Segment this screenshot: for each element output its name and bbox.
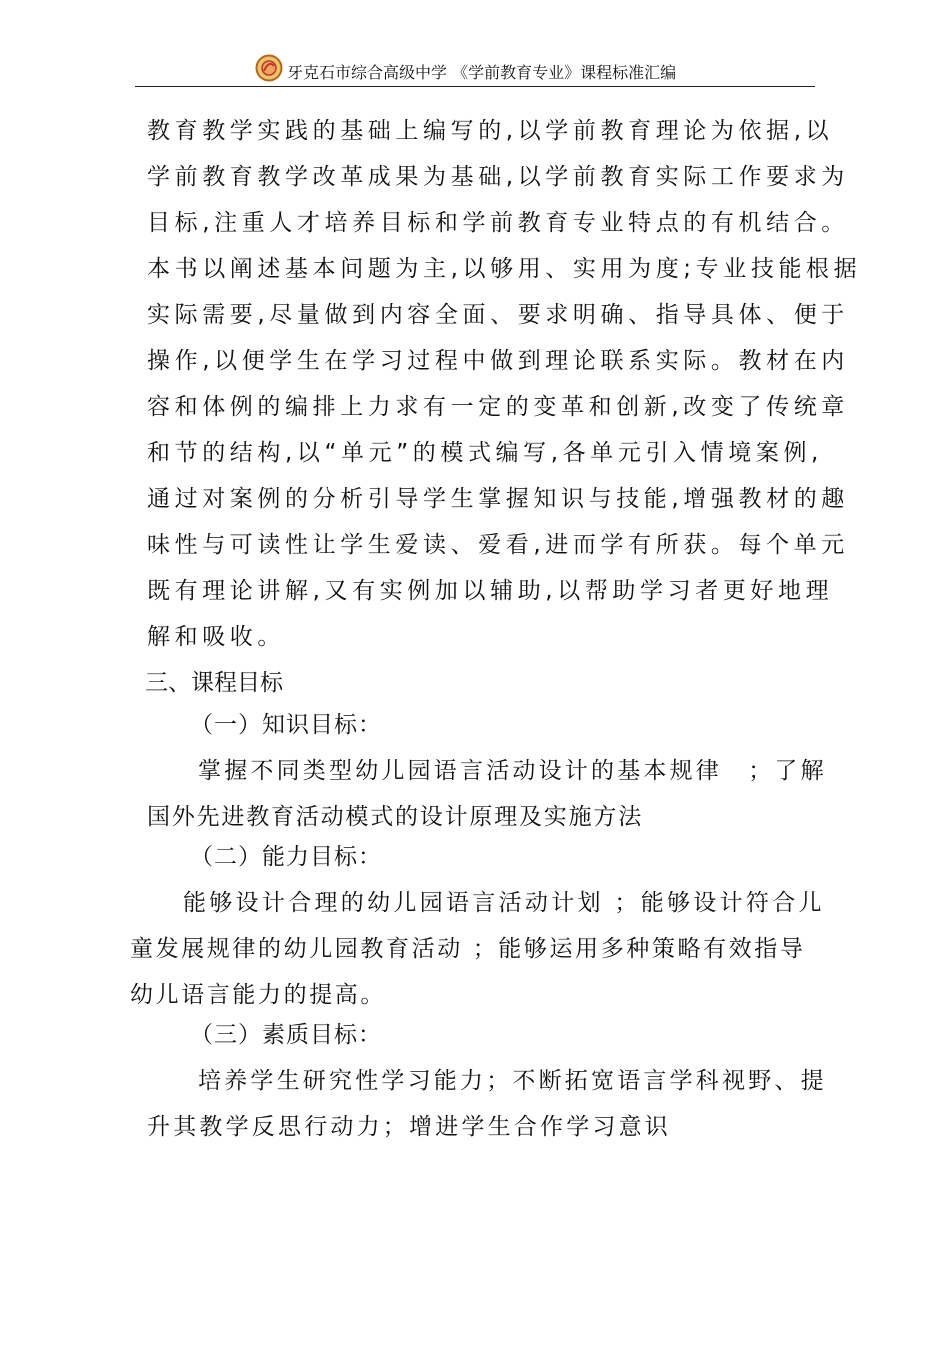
header-title: 牙克石市综合高级中学 《学前教育专业》课程标准汇编 [287,63,677,82]
intro-line: 实际需要,尽量做到内容全面、要求明确、指导具体、便于 [147,302,849,328]
quality-goal-line: 升其教学反思行动力；增进学生合作学习意识 [147,1114,671,1140]
intro-line: 容和体例的编排上力求有一定的变革和创新,改变了传统章 [147,394,849,420]
ability-goal-line: 能够设计合理的幼儿园语言活动计划 ；能够设计符合儿 [183,890,825,916]
intro-line: 味性与可读性让学生爱读、爱看,进而学有所获。每个单元 [147,532,849,558]
intro-line: 既有理论讲解,又有实例加以辅助,以帮助学习者更好地理 [147,578,834,604]
intro-line: 教育教学实践的基础上编写的,以学前教育理论为依据,以 [147,118,834,144]
intro-line: 本书以阐述基本问题为主,以够用、实用为度;专业技能根据 [147,256,862,282]
quality-goal-line: 培养学生研究性学习能力；不断拓宽语言学科视野、提 [198,1068,827,1094]
intro-line: 通过对案例的分析引导学生掌握知识与技能,增强教材的趣 [147,486,849,512]
intro-line: 学前教育教学改革成果为基础,以学前教育实际工作要求为 [147,164,849,190]
knowledge-goal-line: 国外先进教育活动模式的设计原理及实施方法 [147,804,643,830]
intro-line: 目标,注重人才培养目标和学前教育专业特点的有机结合。 [147,210,849,236]
ability-goal-title: （二）能力目标： [190,844,382,870]
intro-line: 解和吸收。 [147,624,285,650]
ability-goal-line: 童发展规律的幼儿园教育活动 ；能够运用多种策略有效指导 [130,936,806,962]
section-title: 三、课程目标 [145,670,283,696]
quality-goal-title: （三）素质目标： [190,1022,382,1048]
intro-line: 操作,以便学生在学习过程中做到理论联系实际。教材在内 [147,348,849,374]
intro-line: 和节的结构,以“单元”的模式编写,各单元引入情境案例, [147,440,823,466]
knowledge-goal-line: 掌握不同类型幼儿园语言活动设计的基本规律 ；了解 [198,758,827,784]
school-logo-icon [255,54,283,82]
knowledge-goal-title: （一）知识目标： [190,712,382,738]
ability-goal-line: 幼儿语言能力的提高。 [130,982,386,1008]
page-header [135,52,815,87]
